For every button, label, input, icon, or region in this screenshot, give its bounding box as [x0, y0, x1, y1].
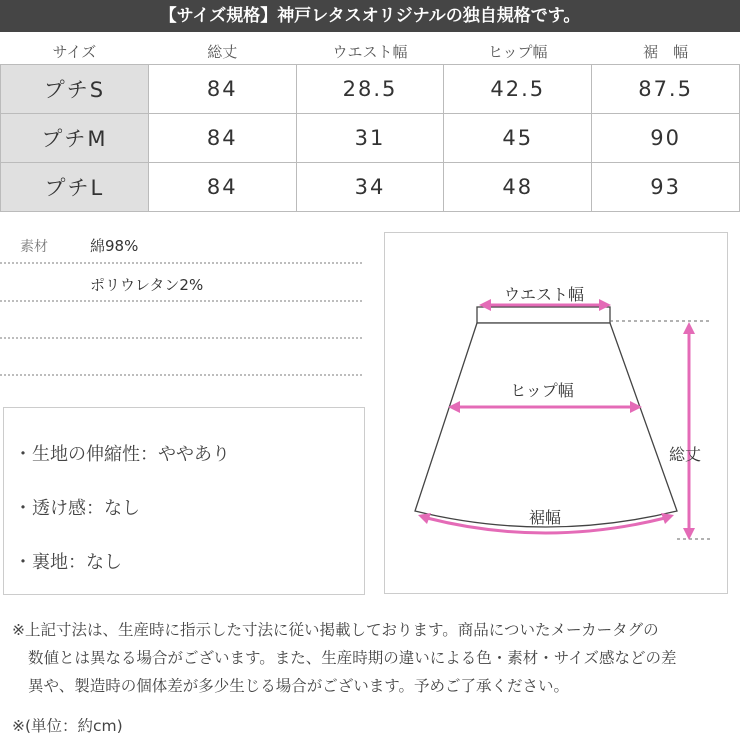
cell-hem: 87.5 [592, 65, 740, 114]
disclaimer-line: 異や、製造時の個体差が多少生じる場合がございます。予めご了承ください。 [28, 677, 569, 695]
cell-length: 84 [148, 163, 296, 212]
length-label: 総丈 [668, 445, 702, 464]
lining-property: ・裏地：なし [14, 552, 122, 573]
cell-length: 84 [148, 65, 296, 114]
disclaimer-line: 数値とは異なる場合がございます。また、生産時期の違いによる色・素材・サイズ感などの差 [28, 649, 677, 667]
header-length: 総丈 [207, 42, 238, 61]
material-label: 素材 [20, 239, 48, 255]
cell-waist: 34 [296, 163, 444, 212]
cell-waist: 31 [296, 114, 444, 163]
cell-hip: 45 [444, 114, 592, 163]
dotted-divider [0, 300, 362, 302]
skirt-body-shape [415, 323, 677, 527]
dotted-divider [0, 262, 362, 264]
cell-hip: 48 [444, 163, 592, 212]
material-line: 綿98% [90, 237, 139, 255]
table-row [1, 114, 740, 163]
header-hem: 裾 幅 [643, 42, 689, 61]
waistband-shape [477, 307, 610, 323]
length-arrow [683, 322, 695, 540]
unit-note: ※(単位：約cm) [12, 717, 123, 735]
disclaimer-line: ※上記寸法は、生産時に指示した寸法に従い掲載しております。商品についたメーカータグの [12, 621, 659, 639]
cell-hip: 42.5 [444, 65, 592, 114]
cell-hem: 90 [592, 114, 740, 163]
row-size-label: プチL [1, 163, 149, 212]
material-row [20, 235, 362, 256]
page-title: 【サイズ規格】神戸レタスオリジナルの独自規格です。 [0, 0, 740, 32]
hip-label: ヒップ幅 [510, 381, 574, 400]
measurement-diagram [384, 232, 728, 594]
sheerness-property: ・透け感：なし [14, 498, 140, 519]
hem-label: 裾幅 [528, 508, 562, 527]
row-size-label: プチS [1, 65, 149, 114]
table-header-row [1, 38, 740, 65]
stretch-property: ・生地の伸縮性：ややあり [14, 444, 230, 465]
waist-label: ウエスト幅 [503, 285, 585, 304]
fabric-properties-box [3, 407, 365, 595]
header-size: サイズ [52, 42, 97, 61]
material-line: ポリウレタン2% [90, 276, 204, 294]
row-size-label: プチM [1, 114, 149, 163]
header-waist: ウエスト幅 [332, 42, 408, 61]
cell-waist: 28.5 [296, 65, 444, 114]
cell-hem: 93 [592, 163, 740, 212]
table-row [1, 163, 740, 212]
table-row [1, 65, 740, 114]
header-hip: ヒップ幅 [488, 42, 548, 61]
dotted-divider [0, 374, 362, 376]
skirt-diagram [385, 233, 727, 593]
cell-length: 84 [148, 114, 296, 163]
size-table [0, 38, 740, 212]
dotted-divider [0, 337, 362, 339]
